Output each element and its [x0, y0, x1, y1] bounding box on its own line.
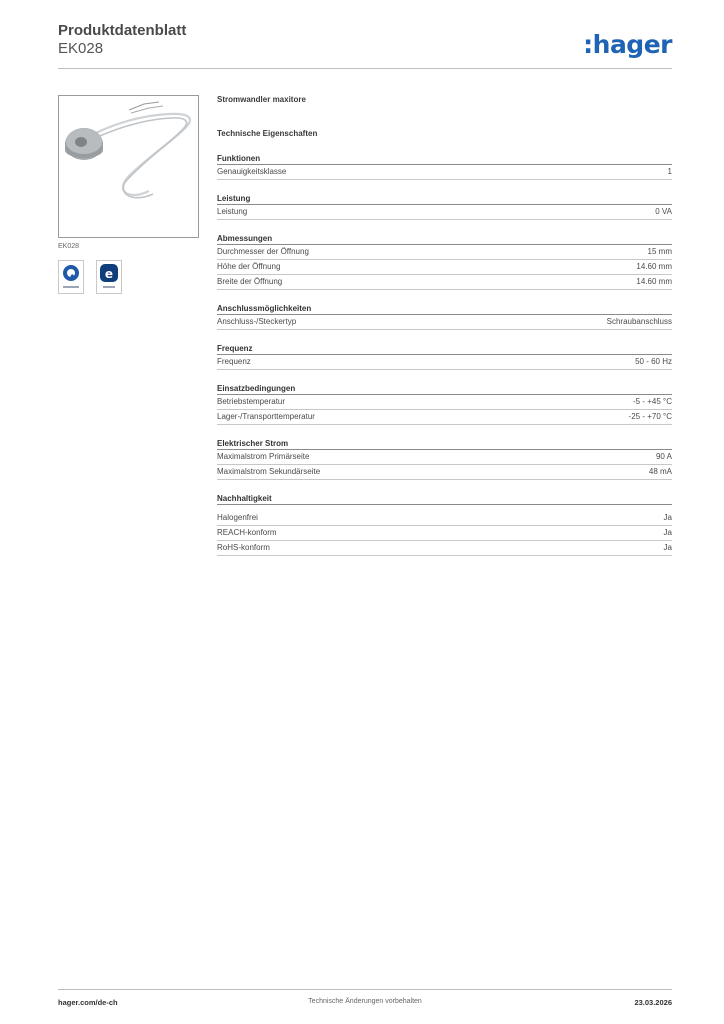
- row-value: 14.60 mm: [636, 262, 672, 271]
- svg-text:e: e: [104, 267, 114, 281]
- table-row: [217, 315, 672, 330]
- section-title: Nachhaltigkeit: [217, 493, 672, 505]
- table-row: [217, 541, 672, 556]
- table-row: [217, 511, 672, 526]
- page-footer: [58, 989, 672, 1010]
- row-value: Ja: [663, 543, 672, 552]
- table-row: [217, 410, 672, 425]
- technical-properties-heading: Technische Eigenschaften: [217, 129, 318, 138]
- row-label: Anschluss-/Steckertyp: [217, 317, 297, 326]
- row-value: -25 - +70 °C: [628, 412, 672, 421]
- table-row: [217, 395, 672, 410]
- product-image: [58, 95, 199, 238]
- row-value: 48 mA: [648, 467, 672, 476]
- hager-logo: :hager: [583, 30, 672, 59]
- section-title: Elektrischer Strom: [217, 438, 672, 450]
- table-row: [217, 526, 672, 541]
- section-elektrischer-strom: [217, 438, 672, 480]
- product-environmental-profile-e-icon: [96, 260, 122, 294]
- section-anschluss: [217, 303, 672, 330]
- row-label: REACH-konform: [217, 528, 277, 537]
- table-row: [217, 245, 672, 260]
- row-value: Ja: [663, 513, 672, 522]
- row-value: Schraubanschluss: [606, 317, 672, 326]
- document-title: Produktdatenblatt: [58, 22, 187, 39]
- section-abmessungen: [217, 233, 672, 290]
- footer-website-link[interactable]: hager.com/de-ch: [58, 998, 118, 1007]
- section-leistung: [217, 193, 672, 220]
- section-funktionen: [217, 153, 672, 180]
- row-value: -5 - +45 °C: [633, 397, 672, 406]
- row-label: Halogenfrei: [217, 513, 258, 522]
- row-label: Frequenz: [217, 357, 251, 366]
- row-label: Maximalstrom Primärseite: [217, 452, 310, 461]
- section-title: Anschlussmöglichkeiten: [217, 303, 672, 315]
- quality-q-icon: [58, 260, 84, 294]
- row-label: Betriebstemperatur: [217, 397, 286, 406]
- product-code: EK028: [58, 40, 104, 57]
- logo-text: hager: [592, 30, 672, 59]
- row-label: Durchmesser der Öffnung: [217, 247, 309, 256]
- section-title: Frequenz: [217, 343, 672, 355]
- product-name: Stromwandler maxitore: [217, 95, 306, 104]
- row-label: RoHS-konform: [217, 543, 270, 552]
- row-label: Maximalstrom Sekundärseite: [217, 467, 321, 476]
- footer-date: 23.03.2026: [634, 998, 672, 1007]
- table-row: [217, 275, 672, 290]
- section-title: Abmessungen: [217, 233, 672, 245]
- row-label: Breite der Öffnung: [217, 277, 283, 286]
- table-row: [217, 205, 672, 220]
- technical-data: [217, 95, 672, 556]
- table-row: [217, 260, 672, 275]
- page-header: [58, 22, 672, 69]
- section-title: Leistung: [217, 193, 672, 205]
- row-value: Ja: [663, 528, 672, 537]
- row-label: Genauigkeitsklasse: [217, 167, 287, 176]
- table-row: [217, 165, 672, 180]
- current-transformer-product-photo-icon: [59, 96, 198, 237]
- row-value: 50 - 60 Hz: [635, 357, 672, 366]
- row-value: 90 A: [655, 452, 672, 461]
- section-title: Funktionen: [217, 153, 672, 165]
- section-title: Einsatzbedingungen: [217, 383, 672, 395]
- row-value: 14.60 mm: [636, 277, 672, 286]
- image-caption: EK028: [58, 243, 80, 250]
- section-frequenz: [217, 343, 672, 370]
- footer-notice: Technische Änderungen vorbehalten: [308, 998, 422, 1005]
- table-row: [217, 450, 672, 465]
- row-label: Leistung: [217, 207, 248, 216]
- table-row: [217, 465, 672, 480]
- section-einsatzbedingungen: [217, 383, 672, 425]
- row-value: 15 mm: [647, 247, 672, 256]
- row-value: 1: [667, 167, 672, 176]
- table-row: [217, 355, 672, 370]
- section-nachhaltigkeit: [217, 493, 672, 556]
- row-label: Höhe der Öffnung: [217, 262, 281, 271]
- row-value: 0 VA: [655, 207, 672, 216]
- row-label: Lager-/Transporttemperatur: [217, 412, 315, 421]
